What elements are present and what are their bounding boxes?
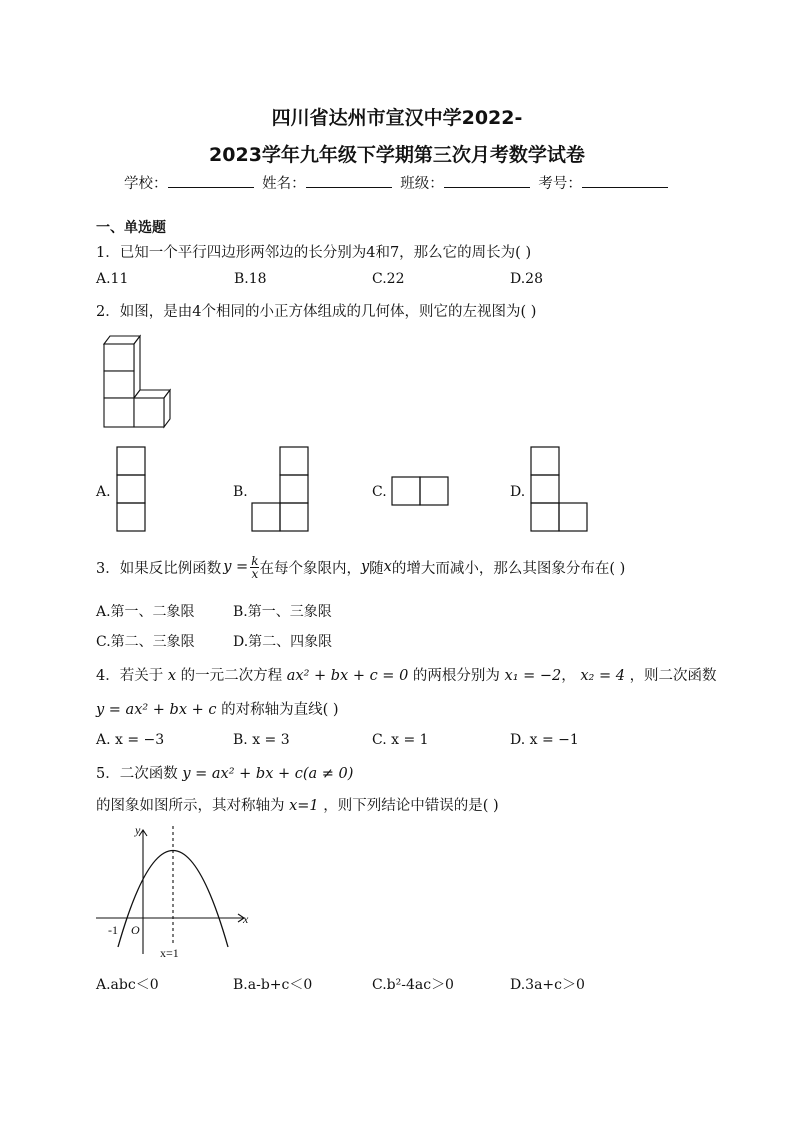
q4-function: y = ax² + bx + c bbox=[96, 702, 217, 718]
q4-line1-pre: 4．若关于 bbox=[96, 668, 164, 684]
q4-line-1: 4．若关于 x 的一元二次方程 ax² + bx + c = 0 的两根分别为 x₁ = −2， x₂ = 4 ，则二次函数 bbox=[96, 668, 717, 684]
q4-option-b: B. x = 3 bbox=[233, 732, 290, 748]
q5-line2-post: ，则下列结论中错误的是( ) bbox=[323, 798, 499, 814]
q2-option-c-label: C. bbox=[372, 484, 387, 500]
q3-suffix: 的增大而减小，那么其图象分布在( ) bbox=[391, 560, 626, 577]
q5-axis-eq: x=1 bbox=[289, 798, 319, 814]
q5-graph-origin-label: O bbox=[131, 923, 140, 937]
q5-option-b: B.a-b+c＜0 bbox=[233, 977, 313, 993]
q1-stem: 1．已知一个平行四边形两邻边的长分别为4和7，那么它的周长为( ) bbox=[96, 245, 532, 261]
q3-fraction-numerator: k bbox=[251, 553, 259, 568]
q3-sui: 随 bbox=[369, 560, 384, 577]
q1-option-a: A.11 bbox=[96, 271, 129, 287]
school-label: 学校： bbox=[124, 176, 168, 192]
q4-root-2: x₂ = 4 bbox=[580, 668, 625, 684]
q5-line2-pre: 的图象如图所示，其对称轴为 bbox=[96, 798, 285, 814]
student-info-row bbox=[124, 172, 672, 193]
q1-option-b: B.18 bbox=[234, 271, 267, 287]
q5-graph-y-label: y bbox=[135, 823, 141, 837]
q4-root-1: x₁ = −2 bbox=[504, 668, 562, 684]
name-label: 姓名： bbox=[262, 176, 306, 192]
q3-middle: 在每个象限内， bbox=[259, 560, 361, 577]
q4-line1-x: x bbox=[167, 668, 177, 684]
q5-graph-x-label: x bbox=[243, 912, 249, 926]
q2-option-c-figure bbox=[391, 476, 449, 506]
q2-option-d-figure bbox=[530, 446, 588, 532]
name-blank[interactable] bbox=[306, 175, 392, 188]
q1-option-c: C.22 bbox=[372, 271, 405, 287]
q3-option-a: A.第一、二象限 bbox=[96, 604, 195, 620]
q5-function: y = ax² + bx + c(a ≠ 0) bbox=[182, 766, 354, 782]
q3-option-b: B.第一、三象限 bbox=[233, 604, 332, 620]
q2-stem: 2．如图，是由4个相同的小正方体组成的几何体，则它的左视图为( ) bbox=[96, 304, 537, 320]
class-label: 班级： bbox=[400, 176, 444, 192]
q4-line1-post: ，则二次函数 bbox=[629, 668, 717, 684]
exam-number-blank[interactable] bbox=[582, 175, 668, 188]
q2-option-b-figure bbox=[251, 446, 309, 532]
q4-option-c: C. x = 1 bbox=[372, 732, 429, 748]
class-blank[interactable] bbox=[444, 175, 530, 188]
q2-option-a-figure bbox=[116, 446, 146, 532]
q4-option-a: A. x = −3 bbox=[96, 732, 165, 748]
title-line-2: 2023学年九年级下学期第三次月考数学试卷 bbox=[209, 144, 585, 166]
q3-option-d: D.第二、四象限 bbox=[233, 634, 333, 650]
q2-option-d-label: D. bbox=[510, 484, 526, 500]
section-heading: 一、单选题 bbox=[96, 220, 166, 236]
q5-parabola-graph bbox=[94, 822, 254, 960]
q2-option-b-label: B. bbox=[233, 484, 248, 500]
q5-line-1 bbox=[96, 762, 353, 783]
q3-y: y bbox=[360, 559, 370, 575]
q3-fraction-denominator: x bbox=[251, 566, 259, 581]
q4-option-d: D. x = −1 bbox=[510, 732, 579, 748]
q3-y-equals: y = bbox=[223, 559, 249, 575]
q4-line2-post: 的对称轴为直线( ) bbox=[221, 702, 339, 718]
title-line-1: 四川省达州市宣汉中学2022- bbox=[271, 107, 523, 129]
q3-fraction bbox=[250, 555, 259, 580]
q4-line1-mid2: 的两根分别为 bbox=[412, 668, 500, 684]
q4-line1-mid: 的一元二次方程 bbox=[180, 668, 283, 684]
q5-graph-symmetry-label: x=1 bbox=[160, 946, 179, 960]
q5-option-a: A.abc＜0 bbox=[96, 977, 159, 993]
q4-line-2 bbox=[96, 698, 339, 719]
q5-option-d: D.3a+c＞0 bbox=[510, 977, 585, 993]
q2-option-a-label: A. bbox=[96, 484, 111, 500]
q1-option-d: D.28 bbox=[510, 271, 543, 287]
q5-line1-pre: 5．二次函数 bbox=[96, 766, 178, 782]
q3-prefix: 3．如果反比例函数 bbox=[96, 560, 222, 577]
q5-line-2 bbox=[96, 794, 499, 815]
school-blank[interactable] bbox=[168, 175, 254, 188]
q3-stem bbox=[96, 550, 625, 584]
q3-option-c: C.第二、三象限 bbox=[96, 634, 195, 650]
q5-graph-neg1-label: -1 bbox=[108, 923, 118, 937]
q3-x: x bbox=[383, 559, 392, 575]
q4-equation: ax² + bx + c = 0 bbox=[286, 668, 409, 684]
q5-option-c: C.b²-4ac＞0 bbox=[372, 977, 454, 993]
q2-solid-figure bbox=[100, 332, 175, 428]
exam-number-label: 考号： bbox=[538, 176, 582, 192]
